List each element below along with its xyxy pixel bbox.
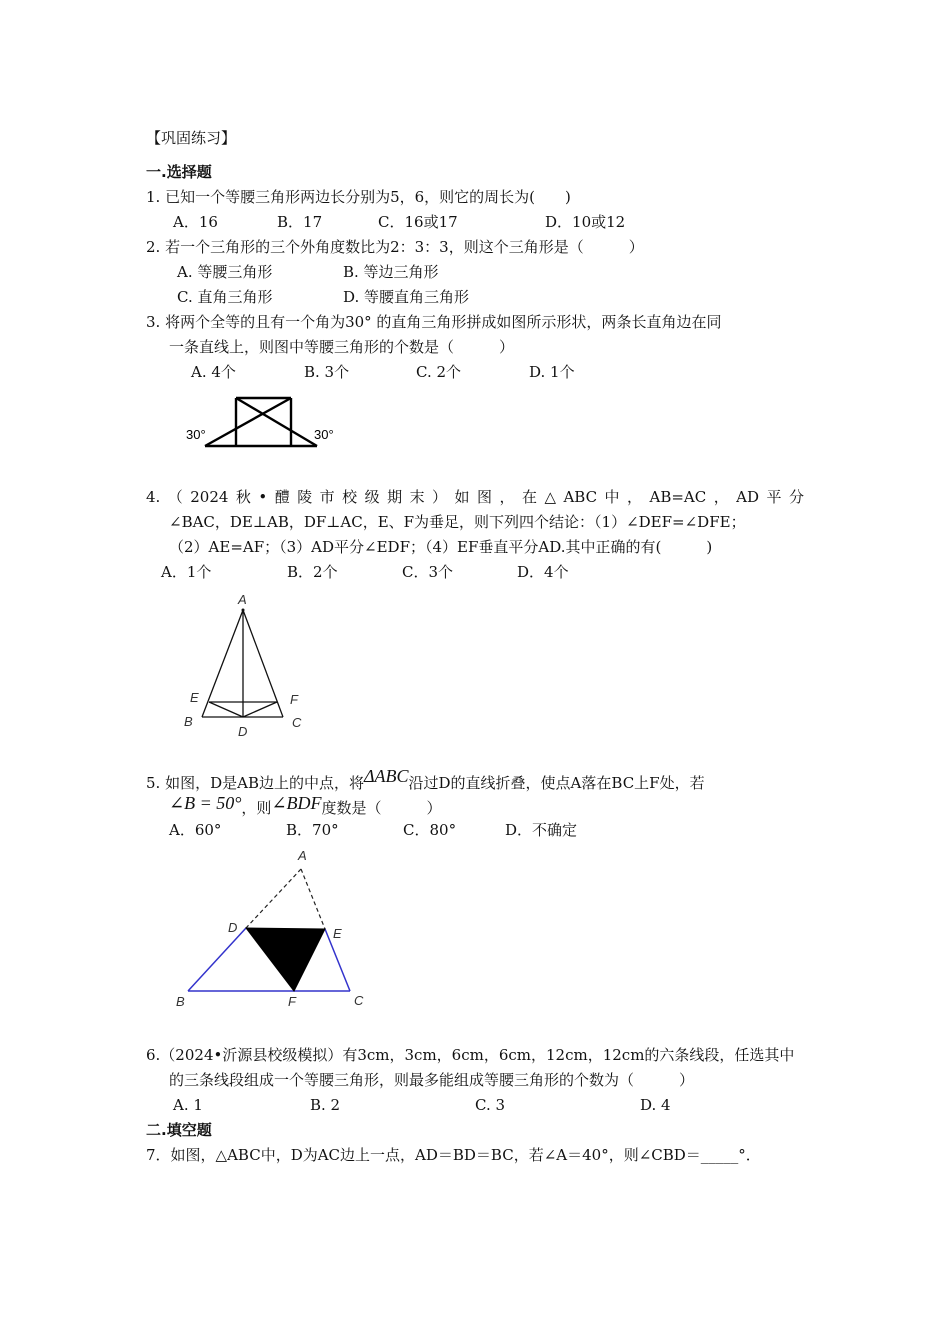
q5-label-d: D xyxy=(228,920,238,935)
q1-option-a: A．16 xyxy=(173,213,218,231)
q2-option-b: B. 等边三角形 xyxy=(343,263,439,281)
section-title: 【巩固练习】 xyxy=(146,129,237,147)
q4-label-a: A xyxy=(238,592,247,607)
q5-math-triangle-abc: ΔABC xyxy=(363,766,409,786)
q5-option-a: A．60° xyxy=(169,821,222,839)
q4-option-d: D．4个 xyxy=(517,563,569,581)
q5-label-e: E xyxy=(333,926,342,941)
q4-label-b: B xyxy=(184,714,193,729)
question-6-line-2: 的三条线段组成一个等腰三角形，则最多能组成等腰三角形的个数为（ ） xyxy=(169,1071,695,1089)
q3-option-a: A. 4个 xyxy=(191,363,236,381)
q4-label-d: D xyxy=(238,724,248,739)
q5-label-f: F xyxy=(288,994,296,1009)
q3-option-b: B. 3个 xyxy=(304,363,350,381)
question-7: 7．如图，△ABC中，D为AC边上一点，AD＝BD＝BC，若∠A＝40°，则∠CBD＝_____°． xyxy=(146,1146,761,1164)
q4-label-e: E xyxy=(190,690,199,705)
q3-option-d: D. 1个 xyxy=(529,363,575,381)
q1-option-b: B．17 xyxy=(277,213,323,231)
q3-right-angle-label: 30° xyxy=(314,427,334,442)
q5-option-c: C．80° xyxy=(403,821,457,839)
q5-text-1a: 5. 如图，D是AB边上的中点，将 xyxy=(146,774,364,792)
q5-label-a: A xyxy=(298,848,307,863)
q5-math-angle-b: ∠B = 50° xyxy=(169,793,242,813)
q5-text-1b: 沿过D的直线折叠，使点A落在BC上F处，若 xyxy=(408,774,705,792)
q4-option-c: C．3个 xyxy=(402,563,454,581)
question-3-line-2: 一条直线上，则图中等腰三角形的个数是（ ） xyxy=(169,338,515,356)
q6-option-d: D. 4 xyxy=(640,1096,671,1114)
q5-figure xyxy=(170,845,370,1009)
q1-option-d: D．10或12 xyxy=(545,213,626,231)
q2-option-d: D. 等腰直角三角形 xyxy=(343,288,470,306)
q6-option-c: C. 3 xyxy=(475,1096,506,1114)
question-4-line-1: 4.（2024秋•醴陵市校级期末）如图，在△ABC中，AB=AC，AD平分 xyxy=(146,488,804,506)
q5-option-d: D．不确定 xyxy=(505,821,578,839)
q5-label-b: B xyxy=(176,994,185,1009)
question-3-line-1: 3. 将两个全等的且有一个角为30° 的直角三角形拼成如图所示形状，两条长直角边在同 xyxy=(146,313,722,331)
q4-option-b: B．2个 xyxy=(287,563,338,581)
question-1: 1. 已知一个等腰三角形两边长分别为5，6，则它的周长为( ) xyxy=(146,188,571,206)
q5-option-b: B．70° xyxy=(286,821,339,839)
question-5-line-2 xyxy=(169,793,442,818)
q3-figure xyxy=(180,390,350,450)
q2-option-a: A. 等腰三角形 xyxy=(177,263,273,281)
question-4-line-2: ∠BAC，DE⊥AB，DF⊥AC，E、F为垂足，则下列四个结论：（1）∠DEF=∠DFE； xyxy=(169,513,746,531)
q4-label-f: F xyxy=(290,692,298,707)
q3-left-angle-label: 30° xyxy=(186,427,206,442)
q3-option-c: C. 2个 xyxy=(416,363,462,381)
q5-label-c: C xyxy=(354,993,364,1008)
q2-option-c: C. 直角三角形 xyxy=(177,288,273,306)
q4-option-a: A．1个 xyxy=(161,563,212,581)
question-4-line-3: （2）AE=AF；（3）AD平分∠EDF；（4）EF垂直平分AD.其中正确的有( ) xyxy=(169,538,713,556)
q5-text-2b: 度数是（ ） xyxy=(321,799,442,817)
question-6-line-1: 6.（2024•沂源县校级模拟）有3cm，3cm，6cm，6cm，12cm，12cm的六条线段，任选其中 xyxy=(146,1046,795,1064)
section-heading-choice: 一.选择题 xyxy=(146,163,212,181)
question-2: 2. 若一个三角形的三个外角度数比为2：3：3，则这个三角形是（ ） xyxy=(146,238,644,256)
question-5-line-1 xyxy=(146,766,705,793)
q5-text-2a: ，则 xyxy=(241,799,272,817)
q5-math-angle-bdf: ∠BDF xyxy=(271,793,322,813)
q4-figure xyxy=(180,590,310,740)
q6-option-a: A. 1 xyxy=(173,1096,203,1114)
q4-label-c: C xyxy=(292,715,302,730)
q6-option-b: B. 2 xyxy=(310,1096,341,1114)
section-heading-fill: 二.填空题 xyxy=(146,1121,212,1139)
q1-option-c: C．16或17 xyxy=(378,213,458,231)
